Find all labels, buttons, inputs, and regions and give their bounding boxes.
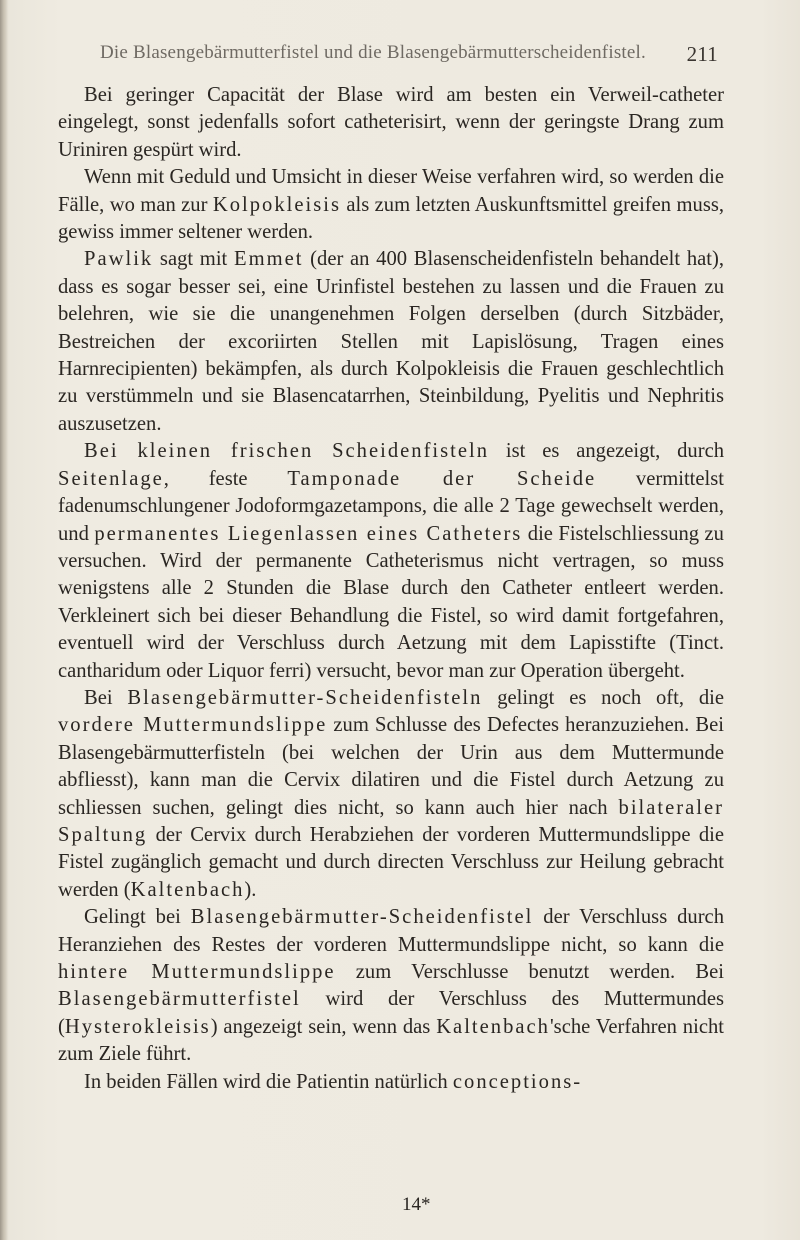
running-header bbox=[100, 42, 718, 72]
emphasized-term: Blasengebärmutter-Scheidenfisteln bbox=[127, 686, 483, 709]
emphasized-term: Blasengebärmutter-Scheidenfistel bbox=[190, 906, 534, 929]
paragraph-text: sagt mit bbox=[153, 248, 234, 271]
paragraph-text: ) angezeigt sein, wenn das bbox=[210, 1015, 437, 1038]
running-header-title: Die Blasengebärmutterfistel und die Blasengebärmutterscheidenfistel. bbox=[100, 42, 646, 63]
emphasized-name: Pawlik bbox=[84, 248, 154, 271]
emphasized-term: Bei kleinen frischen Scheidenfisteln bbox=[84, 440, 490, 463]
page-number: 211 bbox=[686, 42, 718, 66]
emphasized-term: Kolpokleisis bbox=[212, 193, 341, 216]
emphasized-term: conceptions- bbox=[452, 1070, 583, 1093]
paragraph-text: Gelingt bei bbox=[84, 906, 191, 929]
emphasized-name: Emmet bbox=[233, 248, 304, 271]
paragraph-text: wird der Verschluss des Muttermundes ( bbox=[58, 988, 724, 1038]
paragraph-text: der Verschluss durch Heranziehen des Restes der vorderen Muttermundslippe nicht, so kann die bbox=[58, 906, 724, 956]
paragraph-text: ). bbox=[244, 878, 257, 901]
emphasized-term: Hysterokleisis bbox=[64, 1015, 211, 1038]
paragraph-text: als zum letzten Auskunftsmittel greifen muss, gewiss immer seltener werden. bbox=[58, 193, 724, 244]
paragraph-text: In beiden Fällen wird die Patientin natürlich bbox=[84, 1070, 453, 1093]
paragraph-2 bbox=[58, 164, 724, 246]
emphasized-term: bilateraler Spaltung bbox=[58, 796, 724, 846]
paragraph-5 bbox=[58, 685, 724, 904]
paragraph-text: Bei geringer Capacität der Blase wird am besten ein Verweil-catheter eingelegt, sonst jedenfalls sofort catheterisirt, wenn der geringste Drang zum Uriniren gespürt wird. bbox=[58, 84, 724, 161]
paragraph-7 bbox=[58, 1069, 724, 1096]
paragraph-text: die Fistelschliessung zu versuchen. Wird der permanente Catheterismus nicht vertragen, so muss wenigstens alle 2 Stunden die Blase durch den Catheter entleert werden. Verkleinert sich bei dieser Behandlung die Fistel, so wird damit fortgefahren, eventuell wird der Verschluss durch Aetzung mit dem Lapisstifte (Tinct. cantharidum oder Liquor ferri) versucht, bevor man zur Operation übergeht. bbox=[58, 522, 724, 682]
paragraph-text: Wenn mit Geduld und Umsicht in dieser Weise verfahren wird, so werden die Fälle, wo man zur bbox=[58, 166, 724, 216]
paragraph-6 bbox=[58, 904, 724, 1068]
paragraph-text: gelingt es noch oft, die bbox=[482, 686, 725, 709]
paragraph-text: , feste bbox=[163, 467, 288, 490]
paragraph-text: vermittelst fadenumschlungener Jodoformgazetampons, die alle 2 Tage gewechselt werden, und bbox=[58, 467, 724, 545]
paragraph-text: 'sche Verfahren nicht zum Ziele führt. bbox=[58, 1015, 724, 1066]
emphasized-term: hintere Muttermundslippe bbox=[58, 961, 336, 983]
body-text bbox=[58, 82, 724, 1096]
emphasized-term: vordere Muttermundslippe bbox=[58, 714, 328, 737]
paragraph-text: ist es angezeigt, durch bbox=[489, 440, 725, 463]
signature-mark: 14* bbox=[402, 1194, 431, 1215]
paragraph-text: Bei bbox=[84, 686, 128, 709]
emphasized-term: Tamponade der Scheide bbox=[287, 467, 597, 490]
paragraph-1 bbox=[58, 82, 724, 164]
emphasized-name: Kaltenbach bbox=[130, 878, 245, 901]
paragraph-text: zum Verschlusse benutzt werden. Bei bbox=[335, 961, 724, 983]
paragraph-text: der Cervix durch Herabziehen der vorderen Muttermundslippe die Fistel zugänglich gemacht und durch directen Verschluss zur Heilung gebracht werden ( bbox=[58, 823, 724, 901]
paragraph-text: zum Schlusse des Defectes heranzuziehen. Bei Blasengebärmutterfisteln (bei welchen der Urin aus dem Muttermunde abfliesst), kann man die Cervix dilatiren und die Fistel durch Aetzung zu schliessen suchen, gelingt dies nicht, so kann auch hier nach bbox=[58, 714, 725, 819]
paragraph-text: (der an 400 Blasenscheidenfisteln behandelt hat), dass es sogar besser sei, eine Urinfistel bestehen zu lassen und die Frauen zu belehren, wie sie die unangenehmen Folgen derselben (durch Sitzbäder, Bestreichen der excoriirten Stellen mit Lapislösung, Tragen eines Harnrecipienten) bekämpfen, als durch Kolpokleisis die Frauen geschlechtlich zu verstümmeln und sie Blasencatarrhen, Steinbildung, Pyelitis und Nephritis auszusetzen. bbox=[58, 248, 724, 435]
emphasized-term: Seitenlage bbox=[58, 467, 164, 490]
emphasized-term: permanentes Liegenlassen eines Catheters bbox=[94, 522, 523, 545]
page-gutter-shadow bbox=[0, 0, 8, 1240]
paragraph-3 bbox=[58, 246, 724, 438]
paragraph-4 bbox=[58, 438, 724, 685]
emphasized-name: Kaltenbach bbox=[436, 1015, 550, 1038]
emphasized-term: Blasengebärmutterfistel bbox=[58, 988, 301, 1011]
